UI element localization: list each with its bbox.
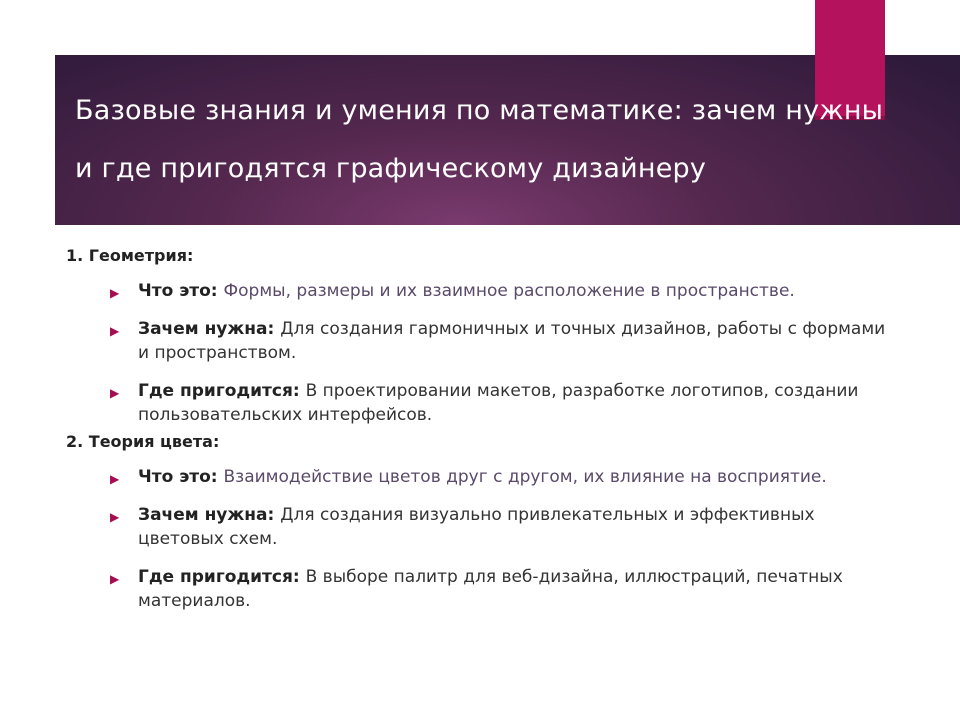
section-color-theory xyxy=(66,431,886,613)
bullet-text: Для создания визуально привлекательных и эффективных цветовых схем. xyxy=(138,505,815,549)
slide-content xyxy=(66,245,886,627)
bullet-item xyxy=(66,565,886,613)
triangle-right-icon: ▶ xyxy=(110,472,120,486)
bullet-label: Зачем нужна: xyxy=(138,505,281,525)
triangle-right-icon: ▶ xyxy=(110,572,120,586)
triangle-right-icon: ▶ xyxy=(110,324,120,338)
slide-title: Базовые знания и умения по математике: зачем нужны и где пригодятся графическому дизайнеру xyxy=(75,95,884,184)
bullet-item xyxy=(66,465,886,489)
bullet-item xyxy=(66,317,886,365)
bullet-label: Что это: xyxy=(138,281,224,301)
triangle-right-icon: ▶ xyxy=(110,386,120,400)
bullet-text: В выборе палитр для веб-дизайна, иллюстраций, печатных материалов. xyxy=(138,567,843,611)
bullet-text: Для создания гармоничных и точных дизайнов, работы с формами и пространством. xyxy=(138,319,886,363)
bullet-text: В проектировании макетов, разработке логотипов, создании пользовательских интерфейсов. xyxy=(138,381,859,425)
bullet-text: Формы, размеры и их взаимное расположение в пространстве. xyxy=(223,281,795,301)
section-geometry xyxy=(66,245,886,427)
triangle-right-icon: ▶ xyxy=(110,286,120,300)
section-heading: 1. Геометрия: xyxy=(66,246,194,265)
bullet-item xyxy=(66,379,886,427)
triangle-right-icon: ▶ xyxy=(110,510,120,524)
bullet-item xyxy=(66,279,886,303)
bullet-label: Где пригодится: xyxy=(138,567,306,587)
bullet-label: Что это: xyxy=(138,467,224,487)
section-heading: 2. Теория цвета: xyxy=(66,432,220,451)
bullet-text: Взаимодействие цветов друг с другом, их влияние на восприятие. xyxy=(223,467,827,487)
bullet-item xyxy=(66,503,886,551)
bullet-label: Где пригодится: xyxy=(138,381,306,401)
bullet-label: Зачем нужна: xyxy=(138,319,281,339)
